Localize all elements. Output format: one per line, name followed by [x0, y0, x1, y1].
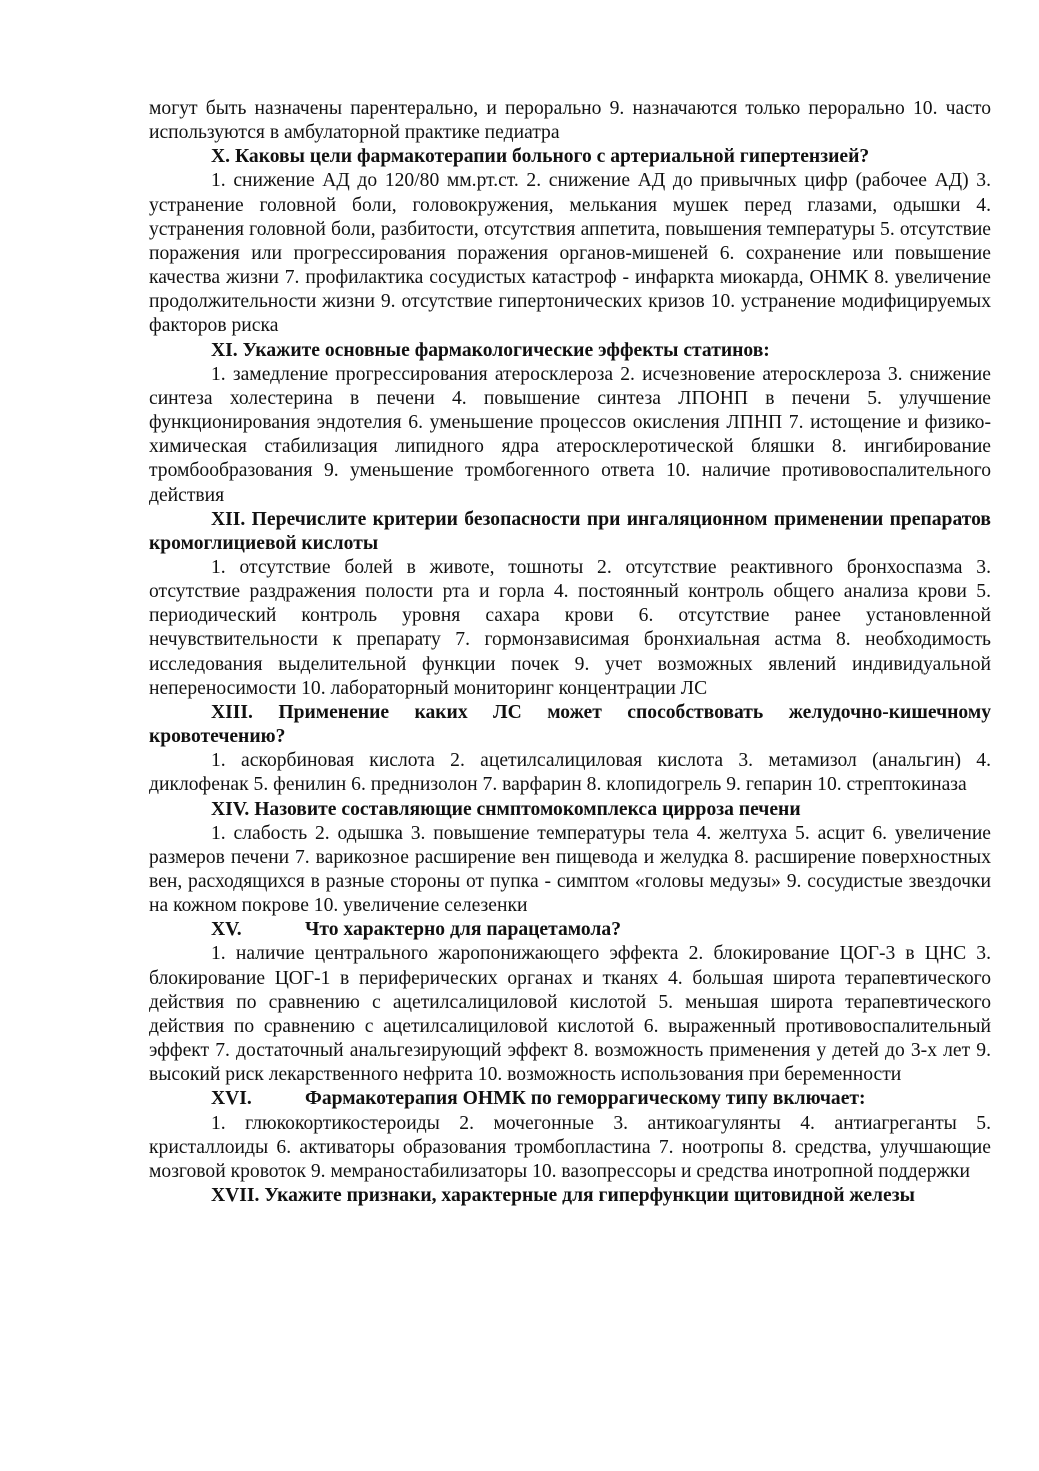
answer-list-11: 1. замедление прогрессирования атеросклероза 2. исчезновение атеросклероза 3. снижение синтеза холестерина в печени 4. повышение синтеза ЛПОНП в печени 5. улучшение функционирования эндотелия 6. уменьшение процессов окисления ЛПНП 7. истощение и физико-химическая стабилизация липидного ядра атеросклеротической бляшки 8. ингибирование тромбообразования 9. уменьшение тромбогенного ответа 10. наличие противовоспалительного действия	[149, 363, 991, 506]
answer-list-15: 1. наличие центрального жаропонижающего эффекта 2. блокирование ЦОГ-3 в ЦНС 3. блокирование ЦОГ-1 в периферических органах и тканях 4. большая широта терапевтического действия по сравнению с ацетилсалициловой кислотой 5. меньшая широта терапевтического действия по сравнению с ацетилсалициловой кислотой 6. выраженный противовоспалительный эффект 7. достаточный анальгезирующий эффект 8. возможность применения у детей до 3-х лет 9. высокий риск лекарственного нефрита 10. возможность использования при беременности	[149, 943, 991, 1086]
question-text-16: Фармакотерапия ОНМК по геморрагическому типу включает:	[305, 1088, 866, 1110]
question-heading-17: XVII. Укажите признаки, характерные для гиперфункции щитовидной железы	[211, 1185, 915, 1207]
answer-list-13: 1. аскорбиновая кислота 2. ацетилсалициловая кислота 3. метамизол (анальгин) 4. диклофенак 5. фенилин 6. преднизолон 7. варфарин 8. клопидогрель 9. гепарин 10. стрептокиназа	[149, 750, 991, 796]
question-number-15: XV.	[211, 919, 242, 941]
question-number-16: XVI.	[211, 1088, 252, 1110]
question-heading-11: XI. Укажите основные фармакологические эффекты статинов:	[211, 339, 770, 361]
question-heading-10: X. Каковы цели фармакотерапии больного с артериальной гипертензией?	[211, 146, 870, 168]
intro-paragraph: могут быть назначены парентерально, и перорально 9. назначаются только перорально 10. часто используются в амбулаторной практике педиатра	[149, 98, 991, 144]
answer-list-12: 1. отсутствие болей в животе, тошноты 2. отсутствие реактивного бронхоспазма 3. отсутствие раздражения полости рта и горла 4. постоянный контроль общего анализа крови 5. периодический контроль уровня сахара крови 6. отсутствие ранее установленной нечувствительности к препарату 7. гормонзависимая бронхиальная астма 8. необходимость исследования выделительной функции почек 9. учет возможных явлений индивидуальной непереносимости 10. лабораторный мониторинг концентрации ЛС	[149, 556, 991, 699]
question-heading-15	[149, 918, 991, 942]
question-heading-14: XIV. Назовите составляющие снмптомокомплекса цирроза печени	[211, 798, 801, 820]
answer-list-16: 1. глюкокортикостероиды 2. мочегонные 3. антикоагулянты 4. антиагреганты 5. кристаллоиды 6. активаторы образования тромбопластина 7. ноотропы 8. средства, улучшающие мозговой кровоток 9. мемраностабилизаторы 10. вазопрессоры и средства инотропной поддержки	[149, 1112, 991, 1182]
question-text-15: Что характерно для парацетамола?	[305, 919, 622, 941]
question-heading-13: XIII. Применение каких ЛС может способствовать желудочно-кишечному кровотечению?	[149, 701, 991, 748]
answer-list-14: 1. слабость 2. одышка 3. повышение температуры тела 4. желтуха 5. асцит 6. увеличение размеров печени 7. варикозное расширение вен пищевода и желудка 8. расширение поверхностных вен, расходящихся в разные стороны от пупка - симптом «головы медузы» 9. сосудистые звездочки на кожном покрове 10. увеличение селезенки	[149, 822, 991, 917]
question-heading-16	[149, 1087, 991, 1111]
question-heading-12: XII. Перечислите критерии безопасности при ингаляционном применении препаратов кромоглициевой кислоты	[149, 508, 991, 554]
answer-list-10: 1. снижение АД до 120/80 мм.рт.ст. 2. снижение АД до привычных цифр (рабочее АД) 3. устранение головной боли, головокружения, мелькания мушек перед глазами, одышки 4. устранения головной боли, разбитости, отсутствия аппетита, повышения температуры 5. отсутствие поражения или прогрессирования поражения органов-мишеней 6. сохранение или повышение качества жизни 7. профилактика сосудистых катастроф - инфаркта миокарда, ОНМК 8. увеличение продолжительности жизни 9. отсутствие гипертонических кризов 10. устранение модифицируемых факторов риска	[149, 170, 991, 337]
document-page	[149, 97, 991, 1208]
